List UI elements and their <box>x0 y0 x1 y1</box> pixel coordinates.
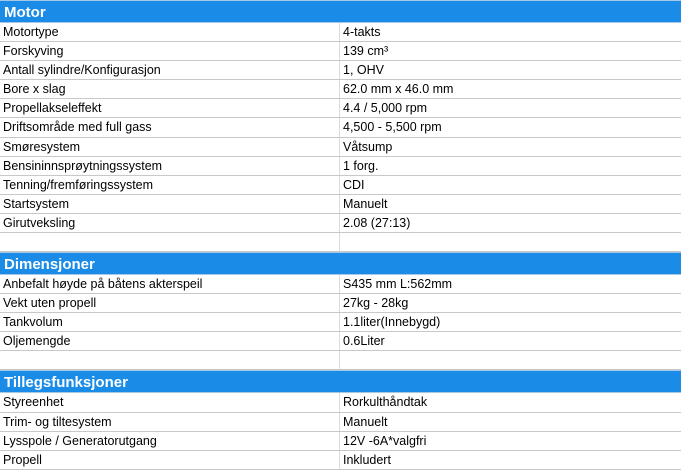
row-label: Styreenhet <box>0 393 340 411</box>
row-value: 4.4 / 5,000 rpm <box>343 101 428 116</box>
table-row <box>0 214 681 233</box>
row-label: Smøresystem <box>0 138 340 156</box>
row-label: Antall sylindre/Konfigurasjon <box>0 61 340 79</box>
table-row <box>0 451 681 470</box>
table-row <box>0 118 681 137</box>
table-row <box>0 176 681 195</box>
row-value: 2.08 (27:13) <box>343 215 411 230</box>
table-row <box>0 42 681 61</box>
table-row <box>0 294 681 313</box>
section-header-tillegsfunksjoner: Tillegsfunksjoner <box>0 370 681 393</box>
table-row <box>0 157 681 176</box>
table-row <box>0 413 681 432</box>
row-value: 12V -6A*valgfri <box>343 433 427 448</box>
section-tillegsfunksjoner <box>0 370 681 469</box>
row-label: Driftsområde med full gass <box>0 118 340 136</box>
row-label: Bore x slag <box>0 80 340 98</box>
table-row <box>0 23 681 42</box>
spacer-cell <box>0 351 340 369</box>
row-value: S435 mm L:562mm <box>343 277 453 292</box>
row-value: Rorkulthåndtak <box>343 395 428 410</box>
table-row <box>0 332 681 351</box>
row-value: 1.1liter(Innebygd) <box>343 315 441 330</box>
table-row <box>0 432 681 451</box>
row-label: Trim- og tiltesystem <box>0 413 340 431</box>
spacer-cell <box>0 233 340 251</box>
row-label: Propellakseleffekt <box>0 99 340 117</box>
row-label: Startsystem <box>0 195 340 213</box>
table-row <box>0 275 681 294</box>
spacer-row <box>0 351 681 370</box>
row-label: Tankvolum <box>0 313 340 331</box>
row-label: Vekt uten propell <box>0 294 340 312</box>
row-value: 62.0 mm x 46.0 mm <box>343 82 454 97</box>
row-value: Våtsump <box>343 139 393 154</box>
row-label: Tenning/fremføringssystem <box>0 176 340 194</box>
row-value: Inkludert <box>343 452 391 467</box>
row-label: Bensininnsprøytningssystem <box>0 157 340 175</box>
row-value: 1, OHV <box>343 63 384 78</box>
row-value: 0.6Liter <box>343 334 385 349</box>
table-row <box>0 80 681 99</box>
section-dimensjoner <box>0 252 681 370</box>
row-value: 4-takts <box>343 25 381 39</box>
table-row <box>0 138 681 157</box>
row-label: Propell <box>0 451 340 469</box>
row-label: Lysspole / Generatorutgang <box>0 432 340 450</box>
row-label: Motortype <box>0 23 340 41</box>
table-row <box>0 99 681 118</box>
table-row <box>0 195 681 214</box>
table-row <box>0 61 681 80</box>
row-value: 139 cm³ <box>343 44 389 59</box>
table-row <box>0 313 681 332</box>
row-value: 1 forg. <box>343 158 379 173</box>
row-label: Girutveksling <box>0 214 340 232</box>
row-label: Oljemengde <box>0 332 340 350</box>
row-label: Anbefalt høyde på båtens akterspeil <box>0 275 340 293</box>
row-label: Forskyving <box>0 42 340 60</box>
spacer-row <box>0 233 681 252</box>
row-value: Manuelt <box>343 196 388 211</box>
row-value: CDI <box>343 177 365 192</box>
row-value: 4,500 - 5,500 rpm <box>343 120 442 135</box>
row-value: Manuelt <box>343 414 388 429</box>
table-row <box>0 393 681 412</box>
row-value: 27kg - 28kg <box>343 296 409 311</box>
section-header-motor: Motor <box>0 0 681 23</box>
section-header-dimensjoner: Dimensjoner <box>0 252 681 275</box>
